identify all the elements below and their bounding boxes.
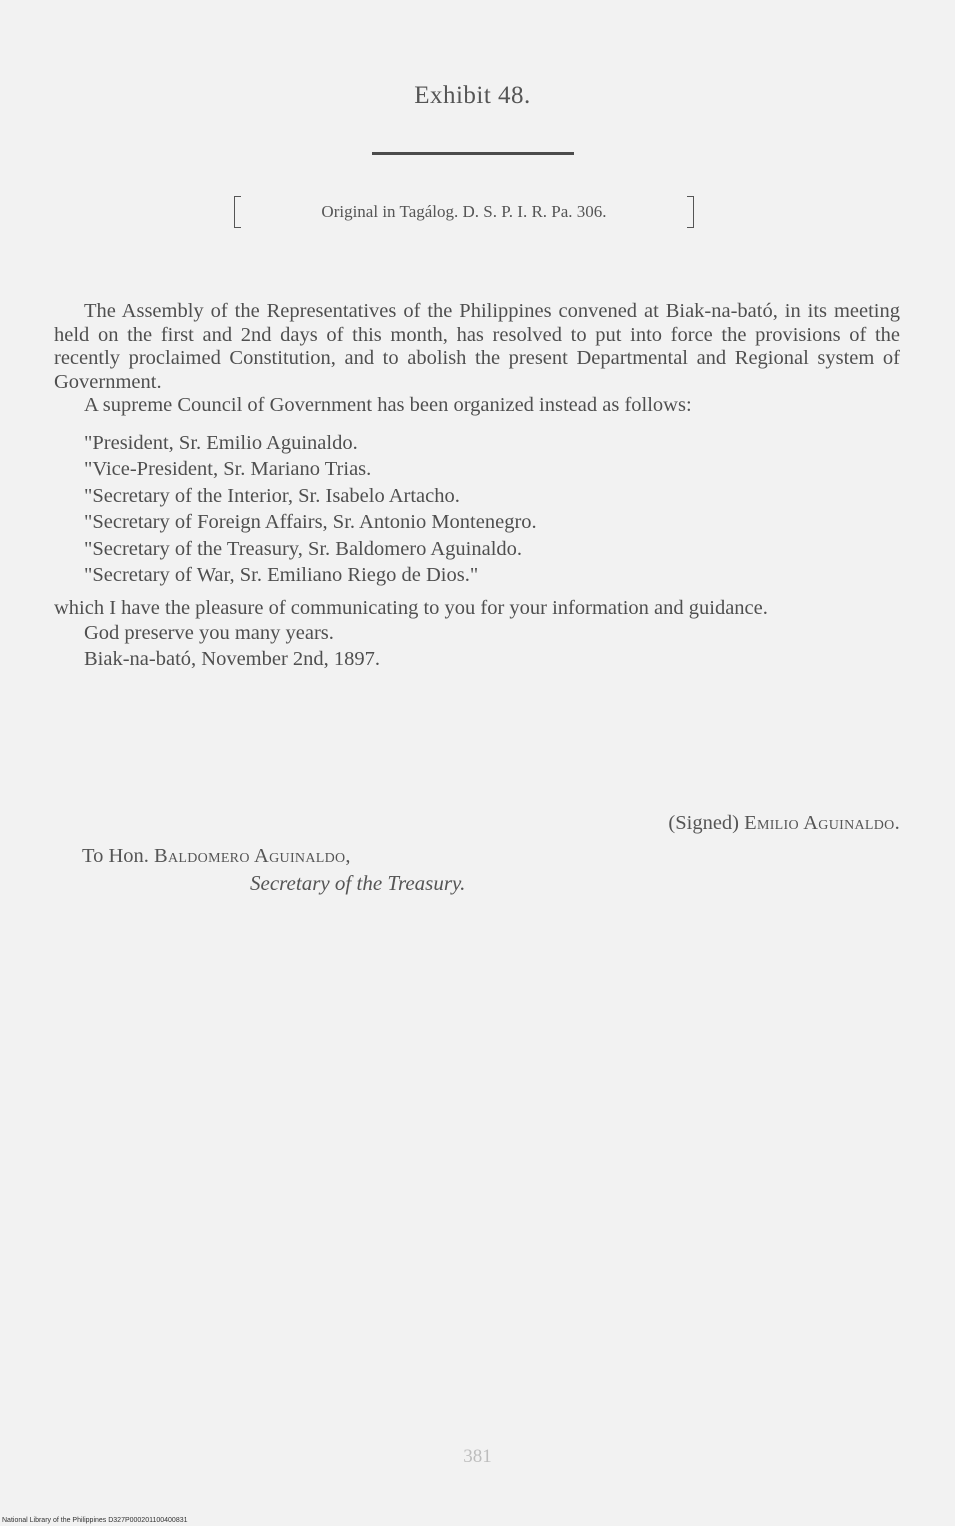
signature-prefix: (Signed) xyxy=(668,812,740,834)
council-member-president: "President, Sr. Emilio Aguinaldo. xyxy=(84,431,358,454)
letter-body xyxy=(54,300,900,672)
council-intro-paragraph: A supreme Council of Government has been organized instead as follows: xyxy=(84,394,692,416)
addressee-prefix: To Hon. xyxy=(82,845,149,867)
page-number: 381 xyxy=(463,1446,492,1467)
title-rule xyxy=(372,152,574,155)
addressee-title: Secretary of the Treasury. xyxy=(250,871,466,895)
blessing-line: God preserve you many years. xyxy=(84,622,334,644)
council-member-treasury: "Secretary of the Treasury, Sr. Baldomero Aguinaldo. xyxy=(84,537,523,560)
addressee-name: Baldomero Aguinaldo, xyxy=(154,845,351,867)
council-member-interior: "Secretary of the Interior, Sr. Isabelo Artacho. xyxy=(84,484,460,507)
place-date-line: Biak-na-bató, November 2nd, 1897. xyxy=(84,648,381,670)
assembly-paragraph: The Assembly of the Representatives of the Philippines convened at Biak-na-bató, in its meeting held on the first and 2nd days of this month, has resolved to put into force the provisions of the recently proclaimed Constitution, and to abolish the present Departmental and Regional system of Government. xyxy=(54,300,900,393)
footer-credit: National Library of the Philippines D327P000201100400831 xyxy=(2,1517,188,1524)
council-member-vice-president: "Vice-President, Sr. Mariano Trias. xyxy=(84,458,372,480)
exhibit-title: Exhibit 48. xyxy=(414,82,531,109)
council-member-foreign-affairs: "Secretary of Foreign Affairs, Sr. Antonio Montenegro. xyxy=(84,511,537,533)
signature-line xyxy=(668,812,900,835)
addressee-line xyxy=(82,843,351,869)
council-member-war: "Secretary of War, Sr. Emiliano Riego de Dios." xyxy=(84,564,479,586)
closing-paragraph: which I have the pleasure of communicating to you for your information and guidance. xyxy=(54,596,768,619)
original-source-note: Original in Tagálog. D. S. P. I. R. Pa. 306. xyxy=(234,196,694,228)
signature-name: Emilio Aguinaldo. xyxy=(744,812,900,834)
council-list xyxy=(84,430,900,589)
